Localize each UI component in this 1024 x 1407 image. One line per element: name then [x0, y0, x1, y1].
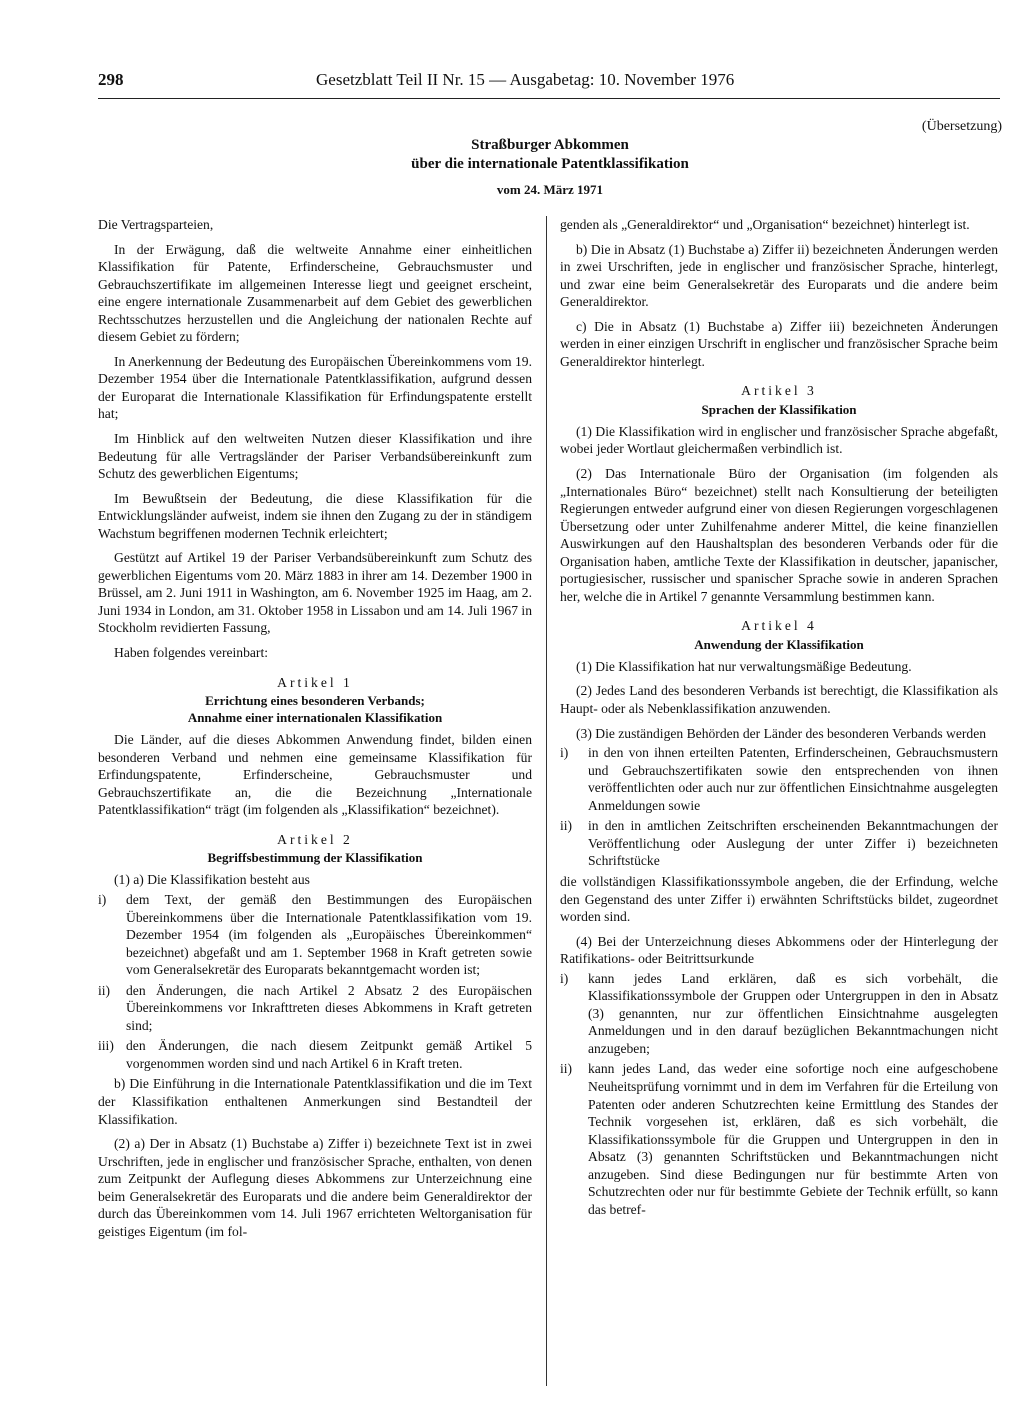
- document-title: [300, 136, 800, 198]
- header-rule: [98, 98, 1000, 99]
- list-item-label: i): [98, 891, 107, 907]
- article-3-para-1: (1) Die Klassifikation wird in englischer und französischer Sprache abgefaßt, wobei jeder Wortlaut gleichermaßen verbindlich ist.: [560, 423, 998, 457]
- article-2-para-2b: b) Die in Absatz (1) Buchstabe a) Ziffer ii) bezeichneten Änderungen werden in zwei Urschriften, jede in englischer und französischer Sprache, hinterlegt, und zwar eine beim Generalsekretär des Europarats und die andere beim Generaldirektor.: [560, 241, 998, 310]
- article-4-para-4: (4) Bei der Unterzeichnung dieses Abkommens oder der Hinterlegung der Ratifikations- oder Beitrittsurkunde: [560, 933, 998, 967]
- column-divider: [546, 216, 547, 1386]
- article-2-title: Begriffsbestimmung der Klassifikation: [207, 850, 423, 866]
- article-4-para-3: (3) Die zuständigen Behörden der Länder des besonderen Verbands werden: [576, 725, 987, 741]
- running-head: Gesetzblatt Teil II Nr. 15 — Ausgabetag: 10. November 1976: [316, 70, 735, 89]
- article-4-para-2: (2) Jedes Land des besonderen Verbands ist berechtigt, die Klassifikation als Haupt- oder als Nebenklassifikation anzuwenden.: [560, 683, 998, 717]
- article-3-title: Sprachen der Klassifikation: [701, 401, 857, 417]
- list-item-text: kann jedes Land, das weder eine sofortige noch eine aufgeschobene Neuheitsprüfung vornimmt und in dem im Verfahren für die Erteilung von Patenten oder anderen Schutzrechten keine Ermittlung des Standes der Technik vorgesehen ist, erklären, daß es sich vorbehält, die Klassifikationssymbole für die Gruppen und Untergruppen in den in Absatz (3) genannten Schriftstücken und Bekanntmachungen nicht anzugeben. Sind diese Bedingungen nur für bestimmte Arten von Schutzrechten oder nur für bestimmte Gebiete der Technik erfüllt, so kann das betref-: [588, 1061, 998, 1217]
- list-item: [560, 970, 998, 1058]
- title-date: vom 24. März 1971: [496, 182, 604, 197]
- article-1-number: Artikel 1: [277, 674, 353, 690]
- list-item-text: dem Text, der gemäß den Bestimmungen des Europäischen Übereinkommens über die Internationale Patentklassifikation vom 19. Dezember 1954 (im folgenden als „Europäisches Übereinkommen“ bezeichnet) abgefaßt und am 1. September 1968 in Kraft getreten sowie vom Generalsekretär des Europarats bekanntgemacht worden ist;: [126, 891, 532, 978]
- title-line-2: über die internationale Patentklassifikation: [411, 156, 689, 172]
- list-item-text: den Änderungen, die nach Artikel 2 Absatz 2 des Europäischen Übereinkommens vor Inkrafttreten dieses Abkommens in Kraft getreten sind;: [126, 982, 532, 1033]
- article-4-number: Artikel 4: [741, 618, 817, 634]
- recital: In Anerkennung der Bedeutung des Europäischen Übereinkommens vom 19. Dezember 1954 über die Internationale Patentklassifikation, aufgrund dessen der Europarat die Internationale Klassifikation für Erfindungspatente erstellt hat;: [98, 353, 532, 422]
- list-item-text: den Änderungen, die nach diesem Zeitpunkt gemäß Artikel 5 vorgenommen worden sind und nach Artikel 6 in Kraft treten.: [126, 1038, 532, 1071]
- list-item: [560, 744, 998, 814]
- article-1-title-line-1: Errichtung eines besonderen Verbands;: [205, 693, 425, 709]
- article-4-para-1: (1) Die Klassifikation hat nur verwaltungsmäßige Bedeutung.: [576, 658, 912, 674]
- list-item: [560, 1060, 998, 1218]
- list-item-text: in den in amtlichen Zeitschriften erscheinenden Bekanntmachungen der Veröffentlichung oder Auslegung der unter Ziffer i) bezeichneten Schriftstücke: [588, 818, 998, 869]
- preamble-intro: Die Vertragsparteien,: [98, 217, 214, 232]
- article-1-text: Die Länder, auf die dieses Abkommen Anwendung findet, bilden einen besonderen Verband und nehmen eine gemeinsame Klassifikation für Erfindungspatente, Erfinderscheine, Gebrauchsmuster und Gebrauchszertifikate an, die die Bezeichnung „Internationale Patentklassifikation“ trägt (im folgenden als „Klassifikation“ bezeichnet).: [98, 732, 532, 818]
- list-item: [98, 891, 532, 979]
- list-item: [98, 982, 532, 1035]
- list-item-label: iii): [98, 1038, 114, 1054]
- list-item-label: i): [560, 745, 569, 761]
- article-2-para-2c: c) Die in Absatz (1) Buchstabe a) Ziffer iii) bezeichneten Änderungen werden in einer einzigen Urschrift in englischer und französischer Sprache beim Generaldirektor hinterlegt.: [560, 318, 998, 369]
- article-2-para-1a: (1) a) Die Klassifikation besteht aus: [114, 872, 310, 888]
- list-item-label: ii): [560, 818, 573, 834]
- article-2-para-2a-continued: genden als „Generaldirektor“ und „Organisation“ bezeichnet) hinterlegt ist.: [560, 217, 970, 232]
- list-item-label: ii): [98, 982, 111, 998]
- list-item-label: i): [560, 970, 569, 986]
- page-header: [98, 70, 1000, 98]
- recital: Gestützt auf Artikel 19 der Pariser Verbandsübereinkunft zum Schutz des gewerblichen Eigentums vom 20. März 1883 in ihrer am 14. Dezember 1900 in Brüssel, am 2. Juni 1911 in Washington, am 6. November 1925 im Haag, am 2. Juni 1934 in London, am 31. Oktober 1958 in Lissabon und am 14. Juli 1967 in Stockholm revidierten Fassung,: [98, 550, 532, 636]
- article-4-title: Anwendung der Klassifikation: [694, 636, 864, 652]
- page-number: 298: [98, 70, 124, 89]
- article-1-title: [98, 692, 532, 726]
- right-column: [560, 216, 998, 1221]
- list-item-text: in den von ihnen erteilten Patenten, Erfinderscheinen, Gebrauchsmustern und Gebrauchszertifikaten sowie den entsprechenden von ihnen veröffentlichten oder auch nur zur öffentlichen Einsichtnahme ausgelegten Anmeldungen sowie: [588, 745, 998, 813]
- list-item: [98, 1037, 532, 1072]
- left-column: [98, 216, 532, 1247]
- article-3-number: Artikel 3: [741, 383, 817, 399]
- list-item-text: kann jedes Land erklären, daß es sich vorbehält, die Klassifikationssymbole der Gruppen oder Untergruppen in den in Absatz (3) genannten, nur zur öffentlichen Einsichtnahme ausgelegten Anmeldungen und in den darauf bezüglichen Bekanntmachungen nicht anzugeben;: [588, 970, 998, 1056]
- article-3-para-2: (2) Das Internationale Büro der Organisation (im folgenden als „Internationales Büro“ bezeichnet) stellt nach Konsultierung der beteiligten Regierungen entweder aufgrund einer von diesen Regierungen vorgeschlagenen Übersetzung oder unter Zuhilfenahme anderer Mittel, die keine finanziellen Auswirkungen auf den Haushaltsplan des besonderen Verbands oder für die Organisation haben, amtliche Texte der Klassifikation in deutscher, japanischer, portugiesischer, russischer und spanischer Sprache sowie in anderen Sprachen her, welche die in Artikel 7 genannte Versammlung bestimmen kann.: [560, 466, 998, 604]
- recital: In der Erwägung, daß die weltweite Annahme einer einheitlichen Klassifikation für Patente, Erfinderscheine, Gebrauchsmuster und Gebrauchszertifikate im allgemeinen Interesse liegt und geeignet erscheint, eine engere internationale Zusammenarbeit auf dem Gebiet des gewerblichen Rechtsschutzes herzustellen und die Angleichung der nationalen Rechte auf diesem Gebiet zu fördern;: [98, 241, 532, 345]
- list-item-label: ii): [560, 1061, 573, 1077]
- title-line-1: Straßburger Abkommen: [471, 137, 629, 153]
- recital: Im Hinblick auf den weltweiten Nutzen dieser Klassifikation und ihre Bedeutung für alle Vertragsländer der Pariser Verbandsübereinkunft zum Schutz des gewerblichen Eigentums;: [98, 431, 532, 482]
- article-2-para-2a: (2) a) Der in Absatz (1) Buchstabe a) Ziffer i) bezeichnete Text ist in zwei Urschriften, jede in englischer und französischer Sprache, enthalten, von denen zum Zeitpunkt der Auflegung dieses Abkommens zur Unterzeichnung eine beim Generalsekretär des Europarats und die andere beim Generaldirektor der durch das Übereinkommen vom 14. Juli 1967 errichteten Weltorganisation für geistiges Eigentum (im fol-: [98, 1136, 532, 1239]
- recital: Im Bewußtsein der Bedeutung, die diese Klassifikation für die Entwicklungsländer aufweist, indem sie ihnen den Zugang zu der in ständigem Wachstum begriffenen modernen Technik erleichtert;: [98, 490, 532, 541]
- list-item: [560, 817, 998, 870]
- article-2-number: Artikel 2: [277, 831, 353, 847]
- article-4-para-3-tail: die vollständigen Klassifikationssymbole angeben, die der Erfindung, welche den Gegenstand des unter Ziffer i) erwähnten Schriftstücks bildet, zugeordnet worden sind.: [560, 873, 998, 925]
- translation-note: (Übersetzung): [921, 119, 1002, 134]
- article-2-para-1b: b) Die Einführung in die Internationale Patentklassifikation und die im Text der Klassifikation enthaltenen Anmerkungen sind Bestandteil der Klassifikation.: [98, 1076, 532, 1127]
- agreed-statement: Haben folgendes vereinbart:: [114, 645, 268, 661]
- article-1-title-line-2: Annahme einer internationalen Klassifikation: [187, 710, 443, 726]
